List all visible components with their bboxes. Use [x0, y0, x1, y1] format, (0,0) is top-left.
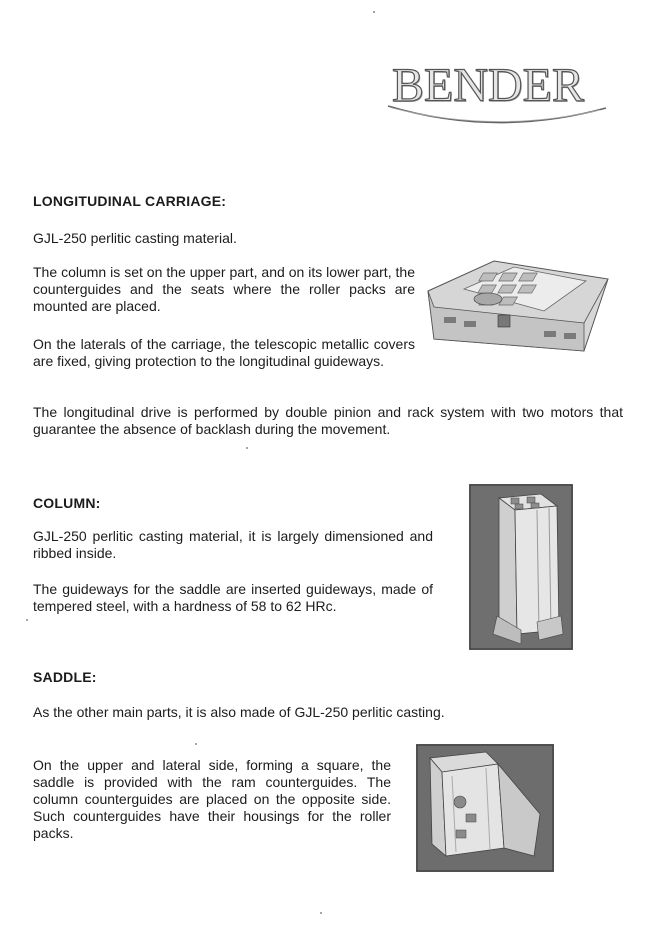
logo-wordmark: BENDER	[392, 59, 584, 112]
carriage-paragraph-2: On the laterals of the carriage, the telescopic metallic covers are fixed, giving protection to the longitudinal guideways.	[33, 336, 415, 369]
saddle-heading: SADDLE:	[33, 669, 97, 685]
scan-speck	[246, 447, 248, 449]
column-heading: COLUMN:	[33, 495, 101, 511]
carriage-paragraph-1: The column is set on the upper part, and on its lower part, the counterguides and the seats where the roller packs are mounted are placed.	[33, 264, 415, 314]
column-paragraph-1: GJL-250 perlitic casting material, it is largely dimensioned and ribbed inside.	[33, 528, 433, 561]
scan-speck	[26, 619, 28, 621]
scan-speck	[373, 11, 375, 13]
saddle-paragraph-2: On the upper and lateral side, forming a square, the saddle is provided with the ram counterguides. The column counterguides are placed on the opposite side. Such counterguides have their housings for the roller packs.	[33, 757, 391, 841]
bender-logo	[386, 58, 608, 134]
column-casting-image	[469, 484, 573, 650]
carriage-casting-image	[424, 251, 610, 357]
carriage-paragraph-3: The longitudinal drive is performed by double pinion and rack system with two motors that guarantee the absence of backlash during the movement.	[33, 404, 623, 437]
scan-speck	[195, 743, 197, 745]
carriage-material: GJL-250 perlitic casting material.	[33, 230, 237, 246]
scan-speck	[320, 912, 322, 914]
logo-swoosh	[386, 98, 608, 134]
carriage-heading: LONGITUDINAL CARRIAGE:	[33, 193, 227, 209]
saddle-paragraph-1: As the other main parts, it is also made of GJL-250 perlitic casting.	[33, 704, 445, 720]
saddle-casting-image	[416, 744, 554, 872]
column-paragraph-2: The guideways for the saddle are inserted guideways, made of tempered steel, with a hardness of 58 to 62 HRc.	[33, 581, 433, 614]
